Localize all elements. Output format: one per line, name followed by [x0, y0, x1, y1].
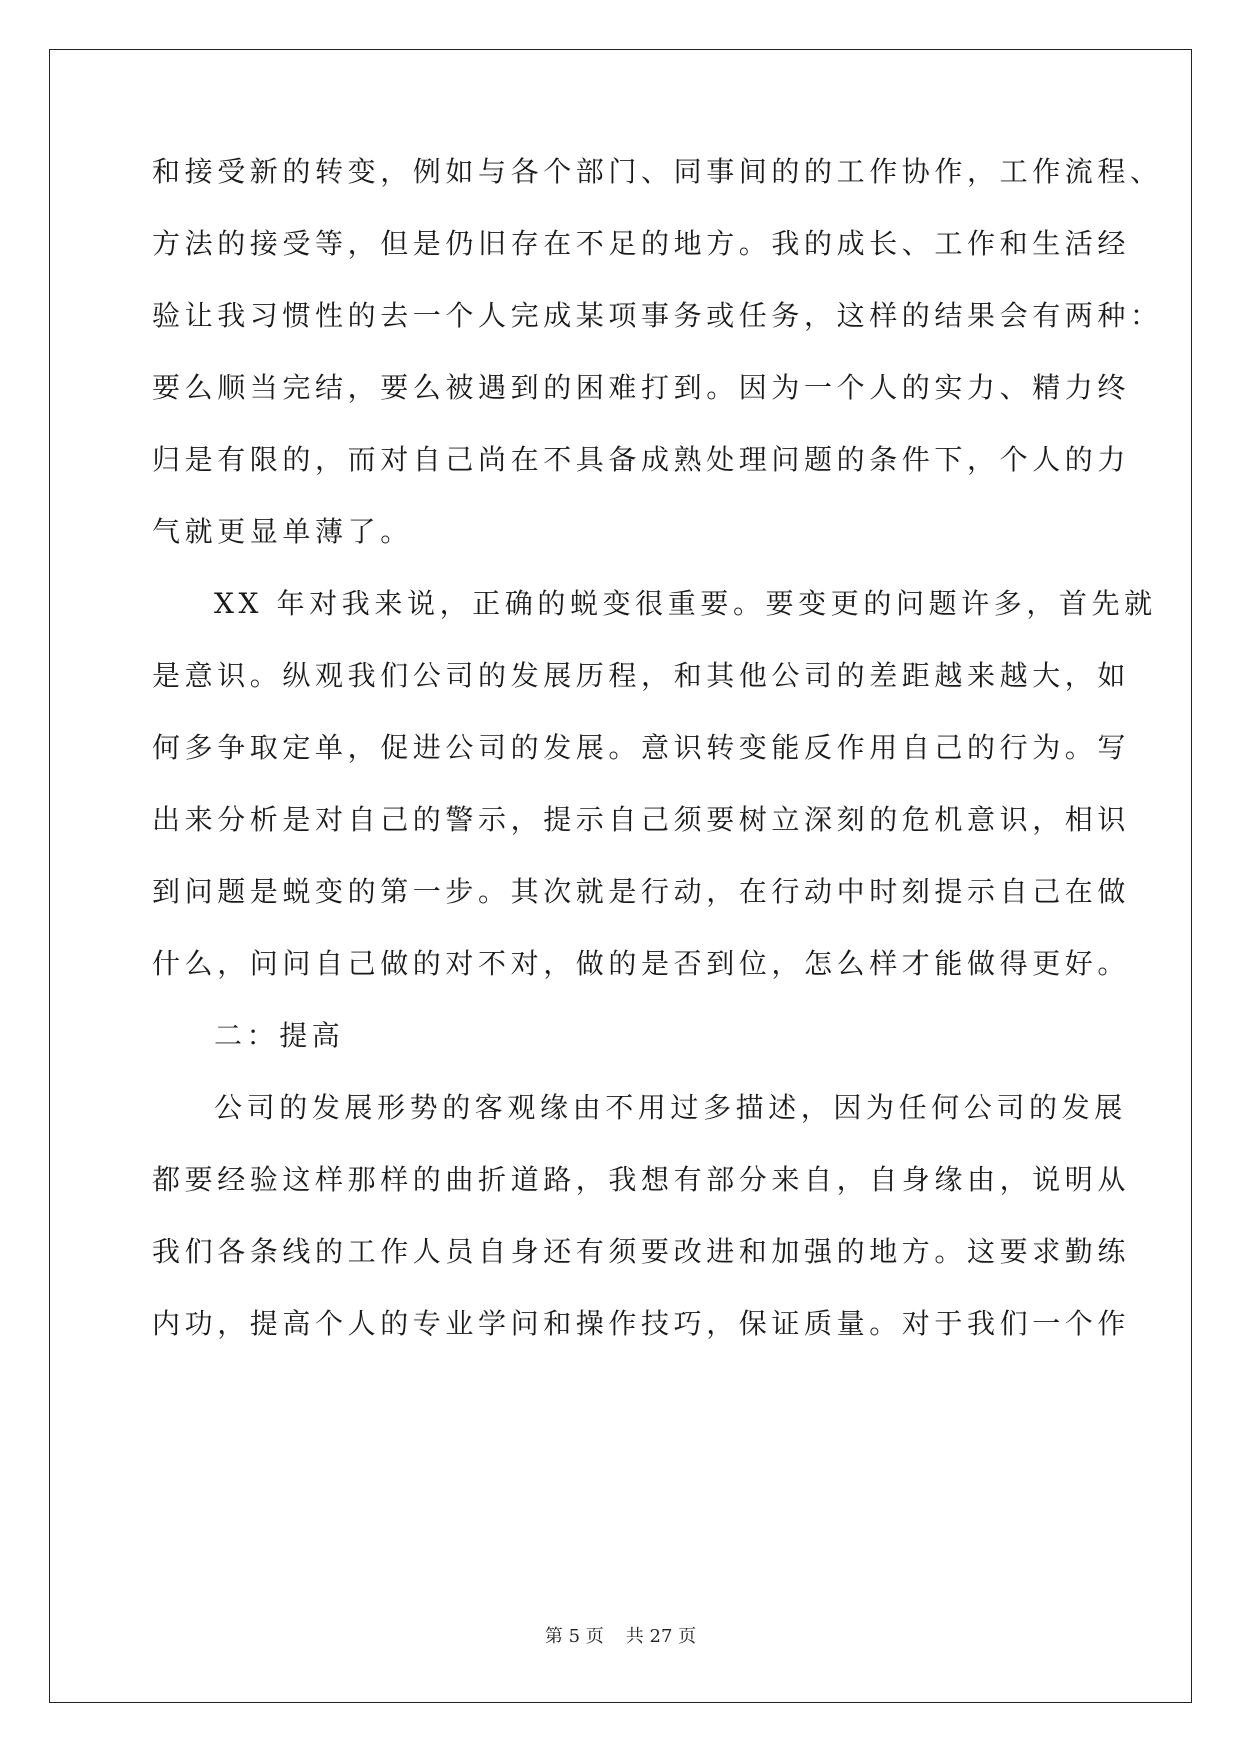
text-line: 公司的发展形势的客观缘由不用过多描述，因为任何公司的发展 [214, 1091, 1127, 1124]
text-line: 出来分析是对自己的警示，提示自己须要树立深刻的危机意识，相识 [152, 803, 1131, 836]
text-line: 方法的接受等，但是仍旧存在不足的地方。我的成长、工作和生活经 [152, 227, 1131, 260]
text-line: 和接受新的转变，例如与各个部门、同事间的的工作协作，工作流程、 [152, 155, 1163, 188]
text-line: 什么，问问自己做的对不对，做的是否到位，怎么样才能做得更好。 [152, 947, 1131, 980]
page-number: 第 5 页 [544, 1626, 604, 1647]
text-line: 内功，提高个人的专业学问和操作技巧，保证质量。对于我们一个作 [152, 1307, 1131, 1340]
text-line: 要么顺当完结，要么被遇到的困难打到。因为一个人的实力、精力终 [152, 371, 1131, 404]
text-line: 验让我习惯性的去一个人完成某项事务或任务，这样的结果会有两种： [152, 299, 1163, 332]
text-line: 是意识。纵观我们公司的发展历程，和其他公司的差距越来越大，如 [152, 659, 1131, 692]
text-line: 我们各条线的工作人员自身还有须要改进和加强的地方。这要求勤练 [152, 1235, 1131, 1268]
text-line: 归是有限的，而对自己尚在不具备成熟处理问题的条件下，个人的力 [152, 443, 1131, 476]
text-line: 到问题是蜕变的第一步。其次就是行动，在行动中时刻提示自己在做 [152, 875, 1131, 908]
text-line: 气就更显单薄了。 [152, 515, 413, 548]
text-line: 都要经验这样那样的曲折道路，我想有部分来自，自身缘由，说明从 [152, 1163, 1131, 1196]
text-line: XX 年对我来说，正确的蜕变很重要。要变更的问题许多，首先就 [214, 587, 1157, 620]
page-total: 共 27 页 [625, 1626, 697, 1647]
section-heading: 二：提高 [214, 1019, 345, 1052]
text-line: 何多争取定单，促进公司的发展。意识转变能反作用自己的行为。写 [152, 731, 1131, 764]
page-footer [0, 1622, 1241, 1648]
